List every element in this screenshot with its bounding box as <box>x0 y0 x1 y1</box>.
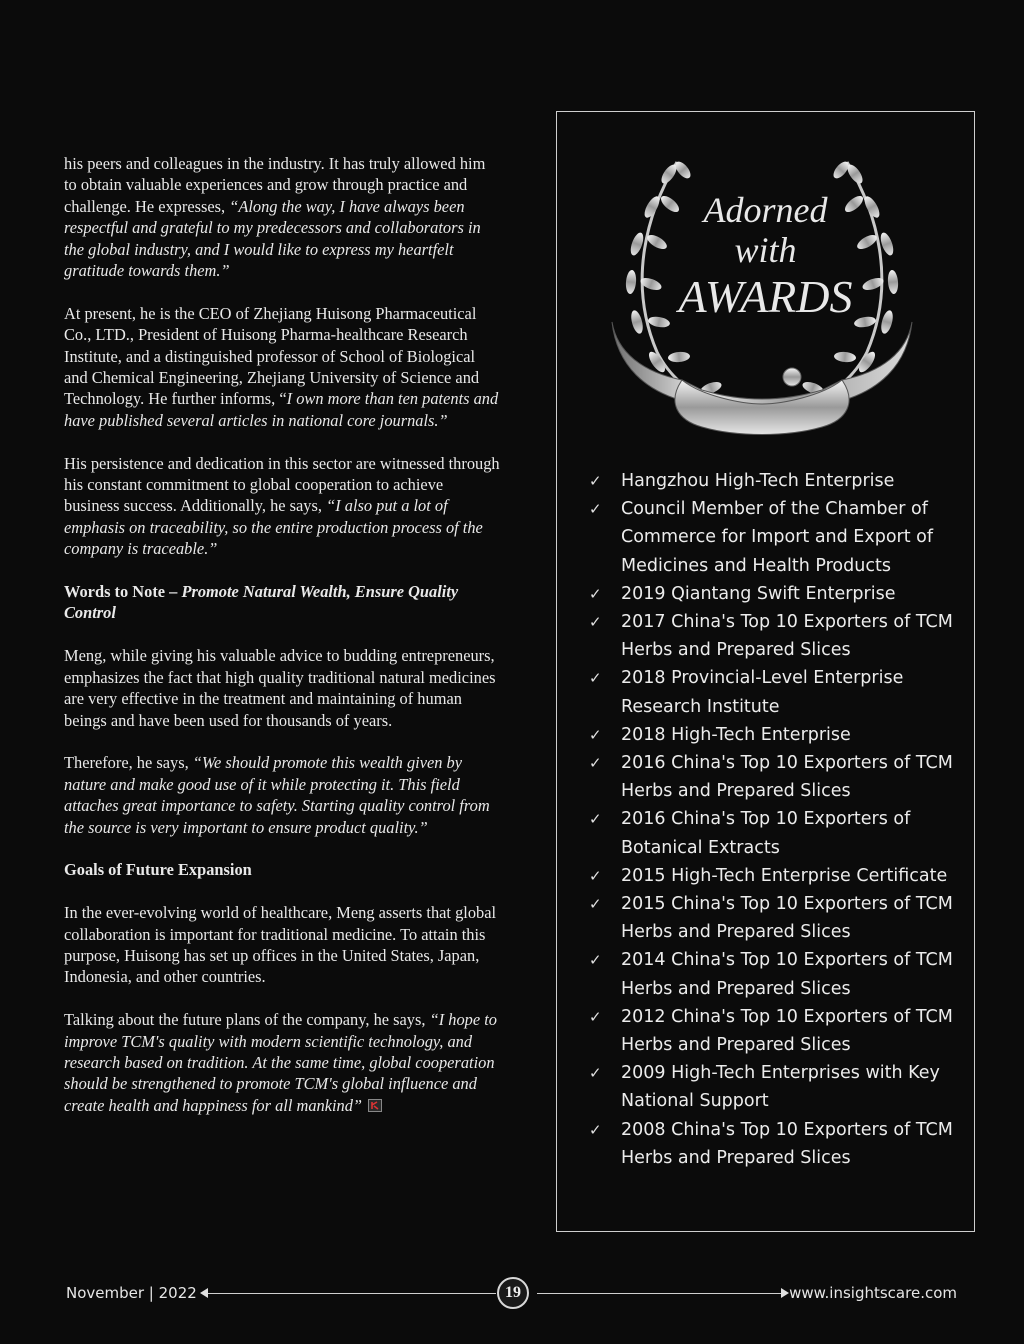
award-text: 2017 China's Top 10 Exporters of TCM Herbs and Prepared Slices <box>621 612 953 661</box>
paragraph-persistence <box>64 453 500 560</box>
website-link[interactable]: www.insightscare.com <box>789 1284 957 1302</box>
paragraph-peers <box>64 153 500 281</box>
paragraph-text: his peers and colleagues in the industry. It has truly allowed him to obtain valuable experiences and grow through practice and challenge. He expresses, <box>64 154 486 216</box>
award-text: 2016 China's Top 10 Exporters of Botanical Extracts <box>621 809 911 858</box>
award-item <box>589 1003 969 1059</box>
quote-text: “We should promote this wealth given by nature and make good use of it while protecting it. This field attaches great importance to safety. Starting quality control from the source is very important to ensure product quality.” <box>64 753 490 837</box>
checkmark-icon: ✓ <box>589 1007 602 1026</box>
checkmark-icon: ✓ <box>589 613 602 632</box>
end-mark-icon <box>368 1096 382 1109</box>
paragraph-advice: Meng, while giving his valuable advice to budding entrepreneurs, emphasizes the fact that high quality traditional natural medicines are very effective in the treatment and maintaining of human beings and have been used for thousands of years. <box>64 646 496 730</box>
checkmark-icon: ✓ <box>589 1120 602 1139</box>
award-text: 2014 China's Top 10 Exporters of TCM Herbs and Prepared Slices <box>621 950 953 999</box>
award-text: 2016 China's Top 10 Exporters of TCM Herbs and Prepared Slices <box>621 753 953 802</box>
award-item <box>589 1059 969 1115</box>
award-text: 2008 China's Top 10 Exporters of TCM Herbs and Prepared Slices <box>621 1119 953 1168</box>
checkmark-icon: ✓ <box>589 584 602 603</box>
awards-list <box>589 467 969 1172</box>
checkmark-icon: ✓ <box>589 895 602 914</box>
award-text: 2015 High-Tech Enterprise Certificate <box>621 865 948 886</box>
award-text: Hangzhou High-Tech Enterprise <box>621 471 895 491</box>
award-item <box>589 890 969 946</box>
paragraph-text: At present, he is the CEO of Zhejiang Huisong Pharmaceutical Co., LTD., President of Huisong Pharma-healthcare Research Institute, and a distinguished professor of School of Biological and Chemical Engineering, Zhejiang University of Science and Technology. He further informs, “ <box>64 303 480 409</box>
quote-text: “I also put a lot of emphasis on traceability, so the entire production process of the company is traceable.” <box>64 496 483 559</box>
award-text: Council Member of the Chamber of Commerce for Import and Export of Medicines and Health Products <box>621 499 934 576</box>
heading-italic-text: Promote Natural Wealth, Ensure Quality Control <box>64 582 459 623</box>
paragraph-text: His persistence and dedication in this sector are witnessed through his constant commitment to global cooperation to achieve business success. Additionally, he says, <box>64 453 500 516</box>
paragraph-collaboration: In the ever-evolving world of healthcare, Meng asserts that global collaboration is important for traditional medicine. To attain this purpose, Huisong has set up offices in the United States, Japan, Indonesia, and other countries. <box>64 903 497 987</box>
award-item <box>589 721 969 749</box>
award-text: 2009 High-Tech Enterprises with Key National Support <box>621 1063 940 1112</box>
checkmark-icon: ✓ <box>589 866 602 885</box>
award-item <box>589 946 969 1002</box>
checkmark-icon: ✓ <box>589 951 602 970</box>
award-item <box>589 805 969 861</box>
checkmark-icon: ✓ <box>589 810 602 829</box>
checkmark-icon: ✓ <box>589 754 602 773</box>
quote-text: “Along the way, I have always been respectful and grateful to my predecessors and collaborators in the global industry, and I would like to express my heartfelt gratitude towards them.” <box>64 196 481 281</box>
award-item <box>589 495 969 580</box>
award-item <box>589 664 969 720</box>
award-item <box>589 467 969 495</box>
checkmark-icon: ✓ <box>589 500 602 519</box>
quote-text: “I hope to improve TCM's quality with modern scientific technology, and research based on tradition. At the same time, global cooperation should be strengthened to promote TCM's global influence and create health and happiness for all mankind” <box>64 1010 497 1115</box>
award-text: 2012 China's Top 10 Exporters of TCM Herbs and Prepared Slices <box>621 1006 953 1056</box>
checkmark-icon: ✓ <box>589 669 602 688</box>
award-item <box>589 862 969 890</box>
arrow-right-icon <box>781 1288 789 1298</box>
award-text: 2018 Provincial-Level Enterprise Research Institute <box>621 668 904 717</box>
article-column <box>64 153 500 1138</box>
award-item <box>589 608 969 664</box>
paragraph-text: Talking about the future plans of the company, he says, <box>64 1010 430 1030</box>
award-text: 2015 China's Top 10 Exporters of TCM Herbs and Prepared Slices <box>621 894 953 943</box>
footer-divider <box>537 1293 783 1294</box>
page-number: 19 <box>497 1277 529 1309</box>
section-heading-future-expansion <box>64 859 500 880</box>
heading-text: Words to Note – <box>64 582 182 602</box>
paragraph-text: Therefore, he says, <box>64 753 193 773</box>
checkmark-icon: ✓ <box>589 472 602 490</box>
footer-divider <box>208 1293 496 1294</box>
awards-title-line2: with <box>734 230 797 270</box>
award-item <box>589 1116 969 1172</box>
awards-title-line3: AWARDS <box>678 271 853 322</box>
award-item <box>589 580 969 608</box>
paragraph-future-plans <box>64 1009 500 1116</box>
page-footer <box>0 1276 1024 1312</box>
heading-text: Goals of Future Expansion <box>64 860 252 880</box>
award-text: 2018 High-Tech Enterprise <box>621 724 851 745</box>
checkmark-icon: ✓ <box>589 725 602 744</box>
paragraph-wealth <box>64 752 500 838</box>
awards-title-line1: Adorned <box>703 190 828 230</box>
arrow-left-icon <box>200 1288 208 1298</box>
awards-panel <box>556 111 975 1232</box>
award-item <box>589 749 969 805</box>
checkmark-icon: ✓ <box>589 1064 602 1083</box>
award-text: 2019 Qiantang Swift Enterprise <box>621 583 896 604</box>
section-heading-words-to-note <box>64 581 500 624</box>
paragraph-ceo <box>64 303 500 431</box>
issue-date: November | 2022 <box>66 1284 197 1302</box>
quote-text: I own more than ten patents and have published several articles in national core journals.” <box>64 389 499 430</box>
